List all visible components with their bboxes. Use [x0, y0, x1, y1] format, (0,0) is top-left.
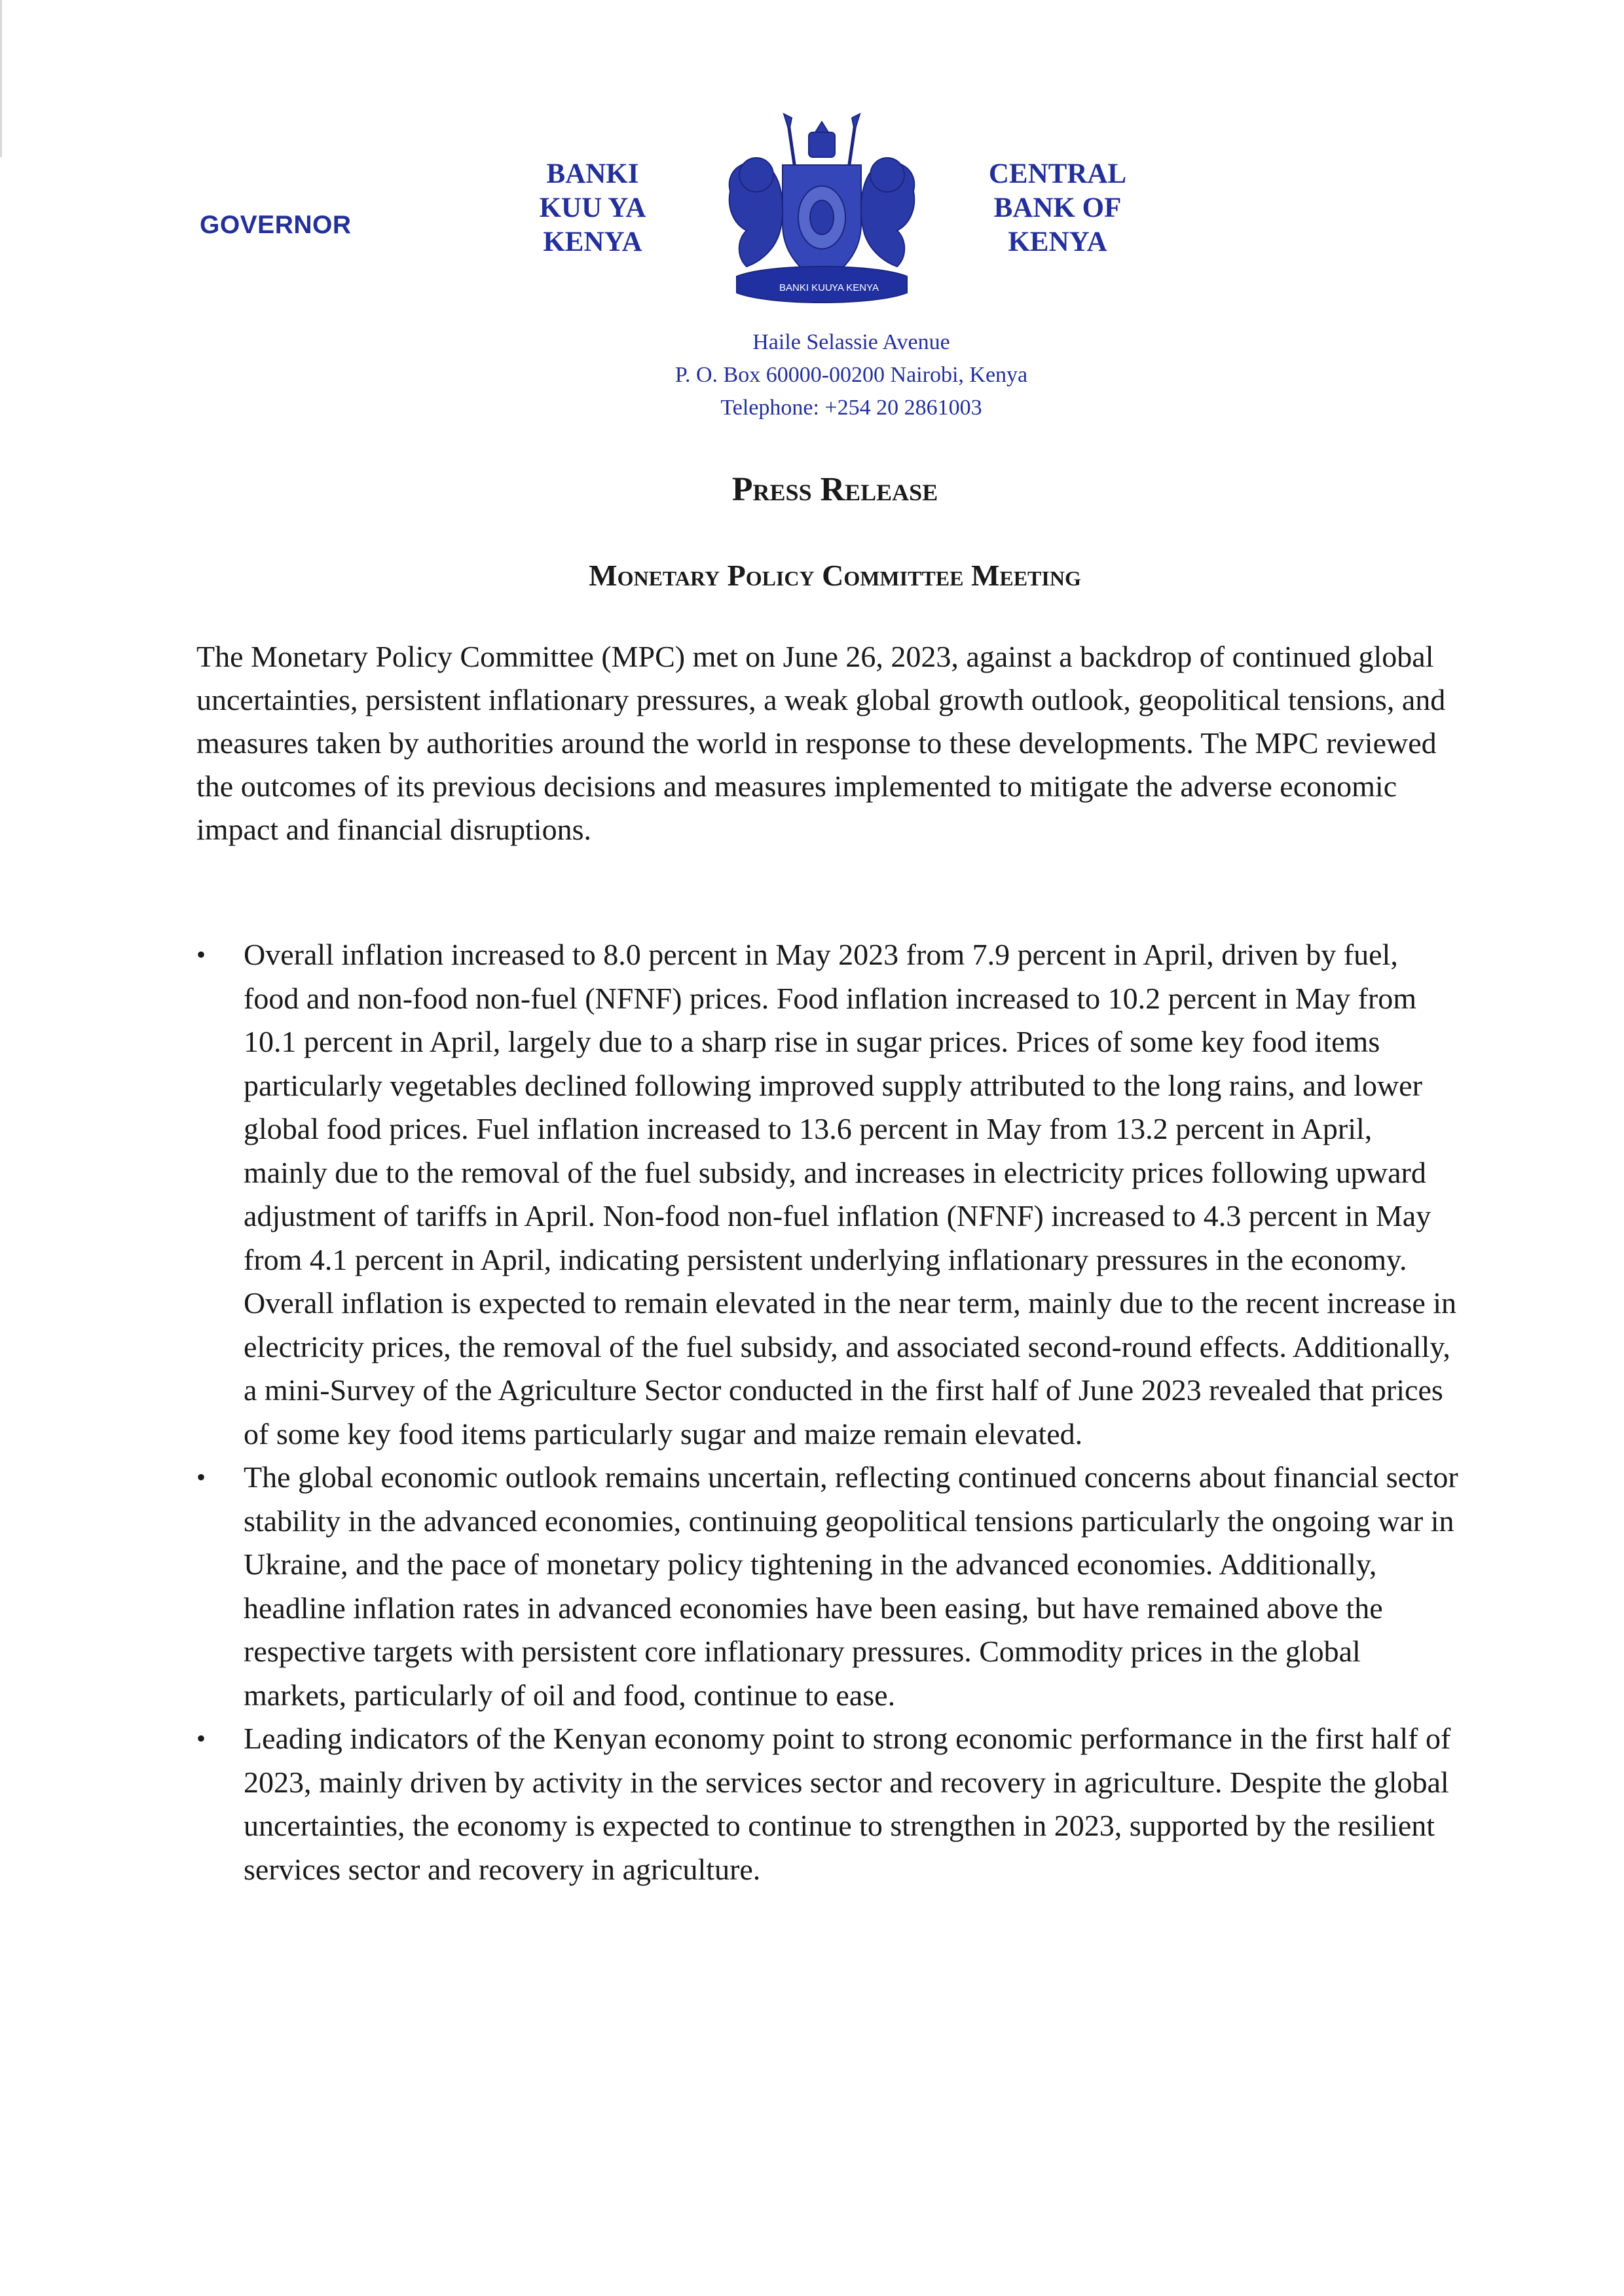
- bank-name-english-line-1: CENTRAL: [988, 158, 1127, 189]
- bullet-list: [196, 933, 1460, 1891]
- bank-address: [485, 326, 1218, 424]
- intro-paragraph: The Monetary Policy Committee (MPC) met on June 26, 2023, against a backdrop of continued global uncertainties, persistent inflationary pressures, a weak global growth outlook, geopolitical tensions, and measures taken by authorities around the world in response to these developments. The MPC reviewed the outcomes of its previous decisions and measures implemented to mitigate the adverse economic impact and financial disruptions.: [196, 640, 1446, 846]
- scan-edge-line: [0, 0, 2, 157]
- bank-name-english: [972, 157, 1143, 259]
- coat-of-arms-crest-icon: [710, 113, 933, 309]
- bullet-item-inflation: • Overall inflation increased to 8.0 percent in May 2023 from 7.9 percent in April, driven by fuel, food and non-food non-fuel (NFNF) prices. Food inflation increased to 10.2 percent in May from 10.1 percent in April, largely due to a sharp rise in sugar prices. Prices of some key food items particularly vegetables declined following improved supply attributed to the long rains, and lower global food prices. Fuel inflation increased to 13.6 percent in May from 13.2 percent in April, mainly due to the removal of the fuel subsidy, and increases in electricity prices following upward adjustment of tariffs in April. Non-food non-fuel inflation (NFNF) increased to 4.3 percent in May from 4.1 percent in April, indicating persistent underlying inflationary pressures in the economy. Overall inflation is expected to remain elevated in the near term, mainly due to the recent increase in electricity prices, the removal of the fuel subsidy, and associated second-round effects. Additionally, a mini-Survey of the Agriculture Sector conducted in the first half of June 2023 revealed that prices of some key food items particularly sugar and maize remain elevated.: [196, 933, 1460, 1456]
- bank-name-swahili-line-1: BANKI: [546, 158, 639, 189]
- address-telephone: Telephone: +254 20 2861003: [720, 396, 982, 420]
- bullet-item-global-outlook: • The global economic outlook remains uncertain, reflecting continued concerns about financial sector stability in the advanced economies, continuing geopolitical tensions particularly the ongoing war in Ukraine, and the pace of monetary policy tightening in the advanced economies. Additionally, headline inflation rates in advanced economies have been easing, but have remained above the respective targets with persistent core inflationary pressures. Commodity prices in the global markets, particularly of oil and food, continue to ease.: [196, 1456, 1460, 1717]
- bank-name-english-line-3: KENYA: [1008, 227, 1107, 257]
- address-po-box: P. O. Box 60000-00200 Nairobi, Kenya: [674, 363, 1028, 387]
- bank-name-english-line-2: BANK OF: [993, 193, 1122, 223]
- bullet-item-kenyan-economy: • Leading indicators of the Kenyan economy point to strong economic performance in the first half of 2023, mainly driven by activity in the services sector and recovery in agriculture. Despite the global uncertainties, the economy is expected to continue to strengthen in 2023, supported by the resilient services sector and recovery in agriculture.: [196, 1717, 1460, 1891]
- document-subtitle: Monetary Policy Committee Meeting: [589, 559, 1081, 592]
- governor-label: GOVERNOR: [200, 211, 352, 239]
- document-title: Press Release: [731, 471, 938, 508]
- address-street: Haile Selassie Avenue: [752, 330, 950, 354]
- bank-name-swahili-line-3: KENYA: [543, 227, 642, 257]
- bank-name-swahili: [507, 157, 678, 259]
- crest-text-left: BANKI KUU: [779, 282, 832, 293]
- crest-text-right: YA KENYA: [832, 282, 879, 293]
- bank-name-swahili-line-2: KUU YA: [539, 193, 646, 223]
